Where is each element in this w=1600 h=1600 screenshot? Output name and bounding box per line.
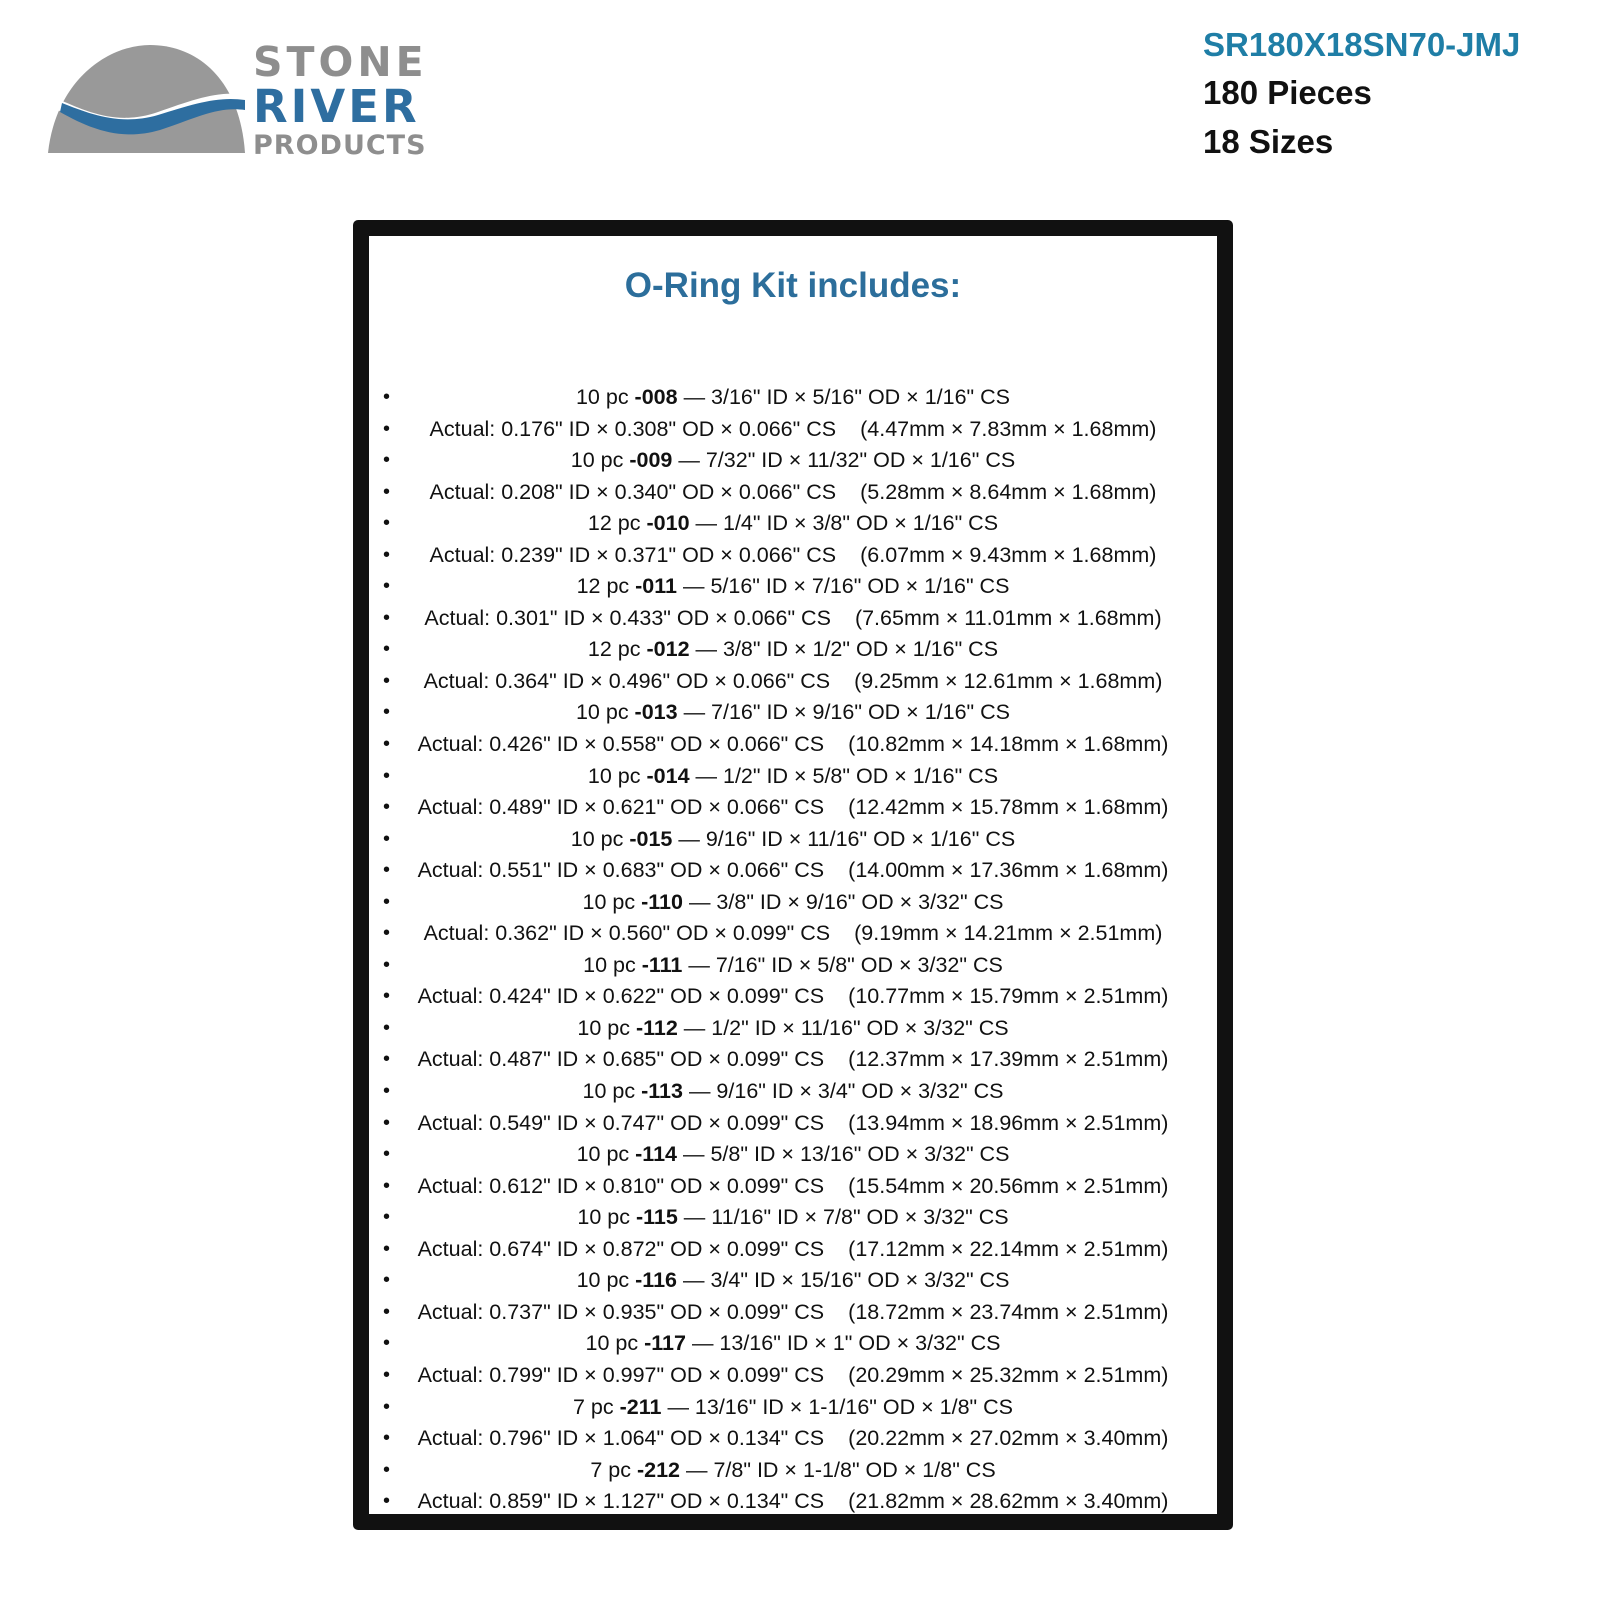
item-metric-size: (21.82mm × 28.62mm × 3.40mm) <box>848 1489 1169 1514</box>
list-item-nominal <box>369 697 1217 729</box>
item-actual-size: Actual: 0.674" ID × 0.872" OD × 0.099" CS <box>417 1236 825 1261</box>
panel-title: O-Ring Kit includes: <box>624 266 962 305</box>
item-metric-size: (10.82mm × 14.18mm × 1.68mm) <box>848 732 1169 757</box>
list-item-actual <box>369 855 1217 887</box>
list-item-actual <box>369 918 1217 950</box>
list-item-actual <box>369 981 1217 1013</box>
item-dash-number: -117 <box>644 1331 686 1356</box>
item-nominal-size: — 3/16" ID × 5/16" OD × 1/16" CS <box>677 385 1011 409</box>
logo-wordmark <box>253 40 428 159</box>
item-metric-size: (17.12mm × 22.14mm × 2.51mm) <box>848 1236 1169 1261</box>
item-quantity: 10 pc <box>576 1268 636 1293</box>
item-dash-number: -014 <box>646 763 690 788</box>
item-quantity: 12 pc <box>587 511 647 536</box>
item-nominal-size: — 5/16" ID × 7/16" OD × 1/16" CS <box>677 574 1010 599</box>
item-dash-number: -112 <box>635 1015 678 1040</box>
item-metric-size: (15.54mm × 20.56mm × 2.51mm) <box>848 1173 1169 1198</box>
item-nominal-size: — 3/8" ID × 1/2" OD × 1/16" CS <box>689 637 999 662</box>
item-dash-number: -011 <box>635 574 677 599</box>
item-dash-number: -008 <box>634 385 678 409</box>
item-nominal-size: — 9/16" ID × 11/16" OD × 1/16" CS <box>672 826 1016 851</box>
list-item-actual <box>369 1423 1217 1455</box>
item-actual-size: Actual: 0.301" ID × 0.433" OD × 0.066" CS <box>424 605 831 630</box>
list-item-actual <box>369 1486 1217 1518</box>
item-quantity: 10 pc <box>570 826 630 851</box>
item-quantity: 10 pc <box>575 385 635 409</box>
item-quantity: 7 pc <box>572 1394 620 1419</box>
item-nominal-size: — 7/8" ID × 1-1/8" OD × 1/8" CS <box>680 1457 996 1482</box>
brand-logo <box>48 40 448 160</box>
list-item-nominal <box>369 950 1217 982</box>
item-nominal-size: — 9/16" ID × 3/4" OD × 3/32" CS <box>682 1079 1004 1104</box>
item-dash-number: -010 <box>646 511 690 536</box>
item-quantity: 10 pc <box>587 763 647 788</box>
item-nominal-size: — 7/32" ID × 11/32" OD × 1/16" CS <box>672 448 1016 473</box>
item-dash-number: -110 <box>641 889 683 914</box>
list-item-nominal <box>369 1013 1217 1045</box>
item-quantity: 10 pc <box>575 700 635 725</box>
item-dash-number: -212 <box>636 1457 680 1482</box>
list-item-nominal <box>369 1076 1217 1108</box>
list-item-actual <box>369 729 1217 761</box>
logo-dome-icon <box>48 40 248 160</box>
list-item-actual <box>369 603 1217 635</box>
item-dash-number: -012 <box>646 637 690 662</box>
item-dash-number: -013 <box>634 700 678 725</box>
list-item-actual <box>369 414 1217 446</box>
list-item-actual <box>369 1297 1217 1329</box>
list-item-actual <box>369 1360 1217 1392</box>
list-item-nominal <box>369 1392 1217 1424</box>
item-actual-size: Actual: 0.426" ID × 0.558" OD × 0.066" CS <box>417 732 825 757</box>
list-item-nominal <box>369 761 1217 793</box>
item-quantity: 10 pc <box>583 952 642 977</box>
list-item-nominal <box>369 824 1217 856</box>
list-item-nominal <box>369 508 1217 540</box>
item-quantity: 10 pc <box>582 889 642 914</box>
item-metric-size: (13.94mm × 18.96mm × 2.51mm) <box>848 1110 1169 1135</box>
item-actual-size: Actual: 0.612" ID × 0.810" OD × 0.099" CS <box>417 1173 825 1198</box>
kit-contents-panel <box>353 220 1233 1530</box>
item-metric-size: (12.37mm × 17.39mm × 2.51mm) <box>848 1047 1169 1072</box>
list-item-nominal <box>369 382 1217 414</box>
list-item-actual <box>369 540 1217 572</box>
item-actual-size: Actual: 0.208" ID × 0.340" OD × 0.066" CS <box>429 479 837 504</box>
list-item-actual <box>369 1234 1217 1266</box>
item-nominal-size: — 13/16" ID × 1" OD × 3/32" CS <box>685 1331 1001 1356</box>
item-metric-size: (9.19mm × 14.21mm × 2.51mm) <box>854 921 1163 946</box>
item-quantity: 7 pc <box>590 1457 637 1482</box>
item-dash-number: -211 <box>619 1394 662 1419</box>
item-dash-number: -111 <box>641 952 683 977</box>
item-dash-number: -009 <box>629 448 673 473</box>
item-nominal-size: — 3/4" ID × 15/16" OD × 3/32" CS <box>677 1268 1010 1293</box>
item-actual-size: Actual: 0.859" ID × 1.127" OD × 0.134" CS <box>417 1489 825 1514</box>
item-metric-size: (10.77mm × 15.79mm × 2.51mm) <box>848 984 1169 1009</box>
item-dash-number: -116 <box>635 1268 677 1293</box>
item-metric-size: (18.72mm × 23.74mm × 2.51mm) <box>848 1299 1169 1324</box>
item-actual-size: Actual: 0.487" ID × 0.685" OD × 0.099" CS <box>417 1047 825 1072</box>
item-actual-size: Actual: 0.424" ID × 0.622" OD × 0.099" CS <box>417 984 825 1009</box>
item-actual-size: Actual: 0.489" ID × 0.621" OD × 0.066" CS <box>417 795 825 820</box>
kit-info <box>1203 22 1520 166</box>
item-quantity: 10 pc <box>570 448 630 473</box>
list-item-actual <box>369 1108 1217 1140</box>
list-item-nominal <box>369 571 1217 603</box>
item-nominal-size: — 3/8" ID × 9/16" OD × 3/32" CS <box>682 889 1004 914</box>
item-nominal-size: — 5/8" ID × 13/16" OD × 3/32" CS <box>677 1142 1010 1167</box>
item-quantity: 10 pc <box>577 1205 636 1230</box>
item-metric-size: (5.28mm × 8.64mm × 1.68mm) <box>860 479 1157 504</box>
item-nominal-size: — 13/16" ID × 1-1/16" OD × 1/8" CS <box>661 1394 1014 1419</box>
kit-list <box>369 382 1217 1518</box>
item-metric-size: (20.29mm × 25.32mm × 2.51mm) <box>848 1362 1169 1387</box>
item-actual-size: Actual: 0.362" ID × 0.560" OD × 0.099" CS <box>423 921 831 946</box>
list-item-nominal <box>369 634 1217 666</box>
item-metric-size: (12.42mm × 15.78mm × 1.68mm) <box>848 795 1169 820</box>
list-item-nominal <box>369 445 1217 477</box>
list-item-actual <box>369 1044 1217 1076</box>
item-actual-size: Actual: 0.551" ID × 0.683" OD × 0.066" CS <box>417 858 825 883</box>
item-nominal-size: — 1/4" ID × 3/8" OD × 1/16" CS <box>689 511 999 536</box>
item-nominal-size: — 7/16" ID × 9/16" OD × 1/16" CS <box>677 700 1011 725</box>
item-metric-size: (14.00mm × 17.36mm × 1.68mm) <box>848 858 1169 883</box>
item-metric-size: (6.07mm × 9.43mm × 1.68mm) <box>860 542 1157 567</box>
item-dash-number: -113 <box>641 1079 683 1104</box>
item-nominal-size: — 1/2" ID × 5/8" OD × 1/16" CS <box>689 763 999 788</box>
item-actual-size: Actual: 0.799" ID × 0.997" OD × 0.099" CS <box>417 1362 825 1387</box>
item-quantity: 10 pc <box>576 1142 636 1167</box>
item-dash-number: -015 <box>629 826 673 851</box>
item-quantity: 10 pc <box>585 1331 645 1356</box>
list-item-actual <box>369 666 1217 698</box>
item-dash-number: -114 <box>635 1142 677 1167</box>
list-item-nominal <box>369 1139 1217 1171</box>
list-item-actual <box>369 792 1217 824</box>
list-item-nominal <box>369 887 1217 919</box>
item-metric-size: (20.22mm × 27.02mm × 3.40mm) <box>848 1426 1169 1451</box>
item-nominal-size: — 7/16" ID × 5/8" OD × 3/32" CS <box>682 952 1003 977</box>
list-item-nominal <box>369 1455 1217 1487</box>
logo-word-river: RIVER <box>253 80 420 133</box>
list-item-nominal <box>369 1265 1217 1297</box>
item-quantity: 12 pc <box>587 637 647 662</box>
item-quantity: 12 pc <box>576 574 636 599</box>
item-nominal-size: — 1/2" ID × 11/16" OD × 3/32" CS <box>677 1015 1009 1040</box>
kit-sizes: 18 Sizes <box>1203 123 1334 160</box>
item-actual-size: Actual: 0.549" ID × 0.747" OD × 0.099" CS <box>417 1110 825 1135</box>
list-item-nominal <box>369 1202 1217 1234</box>
item-actual-size: Actual: 0.239" ID × 0.371" OD × 0.066" CS <box>429 542 837 567</box>
item-actual-size: Actual: 0.176" ID × 0.308" OD × 0.066" CS <box>429 416 837 441</box>
logo-word-stone: STONE <box>253 38 428 86</box>
item-metric-size: (4.47mm × 7.83mm × 1.68mm) <box>860 416 1157 441</box>
item-quantity: 10 pc <box>582 1079 642 1104</box>
logo-word-products: PRODUCTS <box>253 130 427 161</box>
item-dash-number: -115 <box>635 1205 678 1230</box>
list-item-actual <box>369 1171 1217 1203</box>
item-quantity: 10 pc <box>577 1015 636 1040</box>
item-actual-size: Actual: 0.796" ID × 1.064" OD × 0.134" CS <box>417 1426 825 1451</box>
kit-code: SR180X18SN70-JMJ <box>1203 26 1521 63</box>
item-nominal-size: — 11/16" ID × 7/8" OD × 3/32" CS <box>677 1205 1009 1230</box>
item-actual-size: Actual: 0.737" ID × 0.935" OD × 0.099" CS <box>417 1299 825 1324</box>
list-item-actual <box>369 477 1217 509</box>
item-actual-size: Actual: 0.364" ID × 0.496" OD × 0.066" CS <box>423 668 831 693</box>
item-metric-size: (7.65mm × 11.01mm × 1.68mm) <box>854 605 1162 630</box>
kit-pieces: 180 Pieces <box>1203 74 1372 111</box>
item-metric-size: (9.25mm × 12.61mm × 1.68mm) <box>854 668 1163 693</box>
list-item-nominal <box>369 1328 1217 1360</box>
